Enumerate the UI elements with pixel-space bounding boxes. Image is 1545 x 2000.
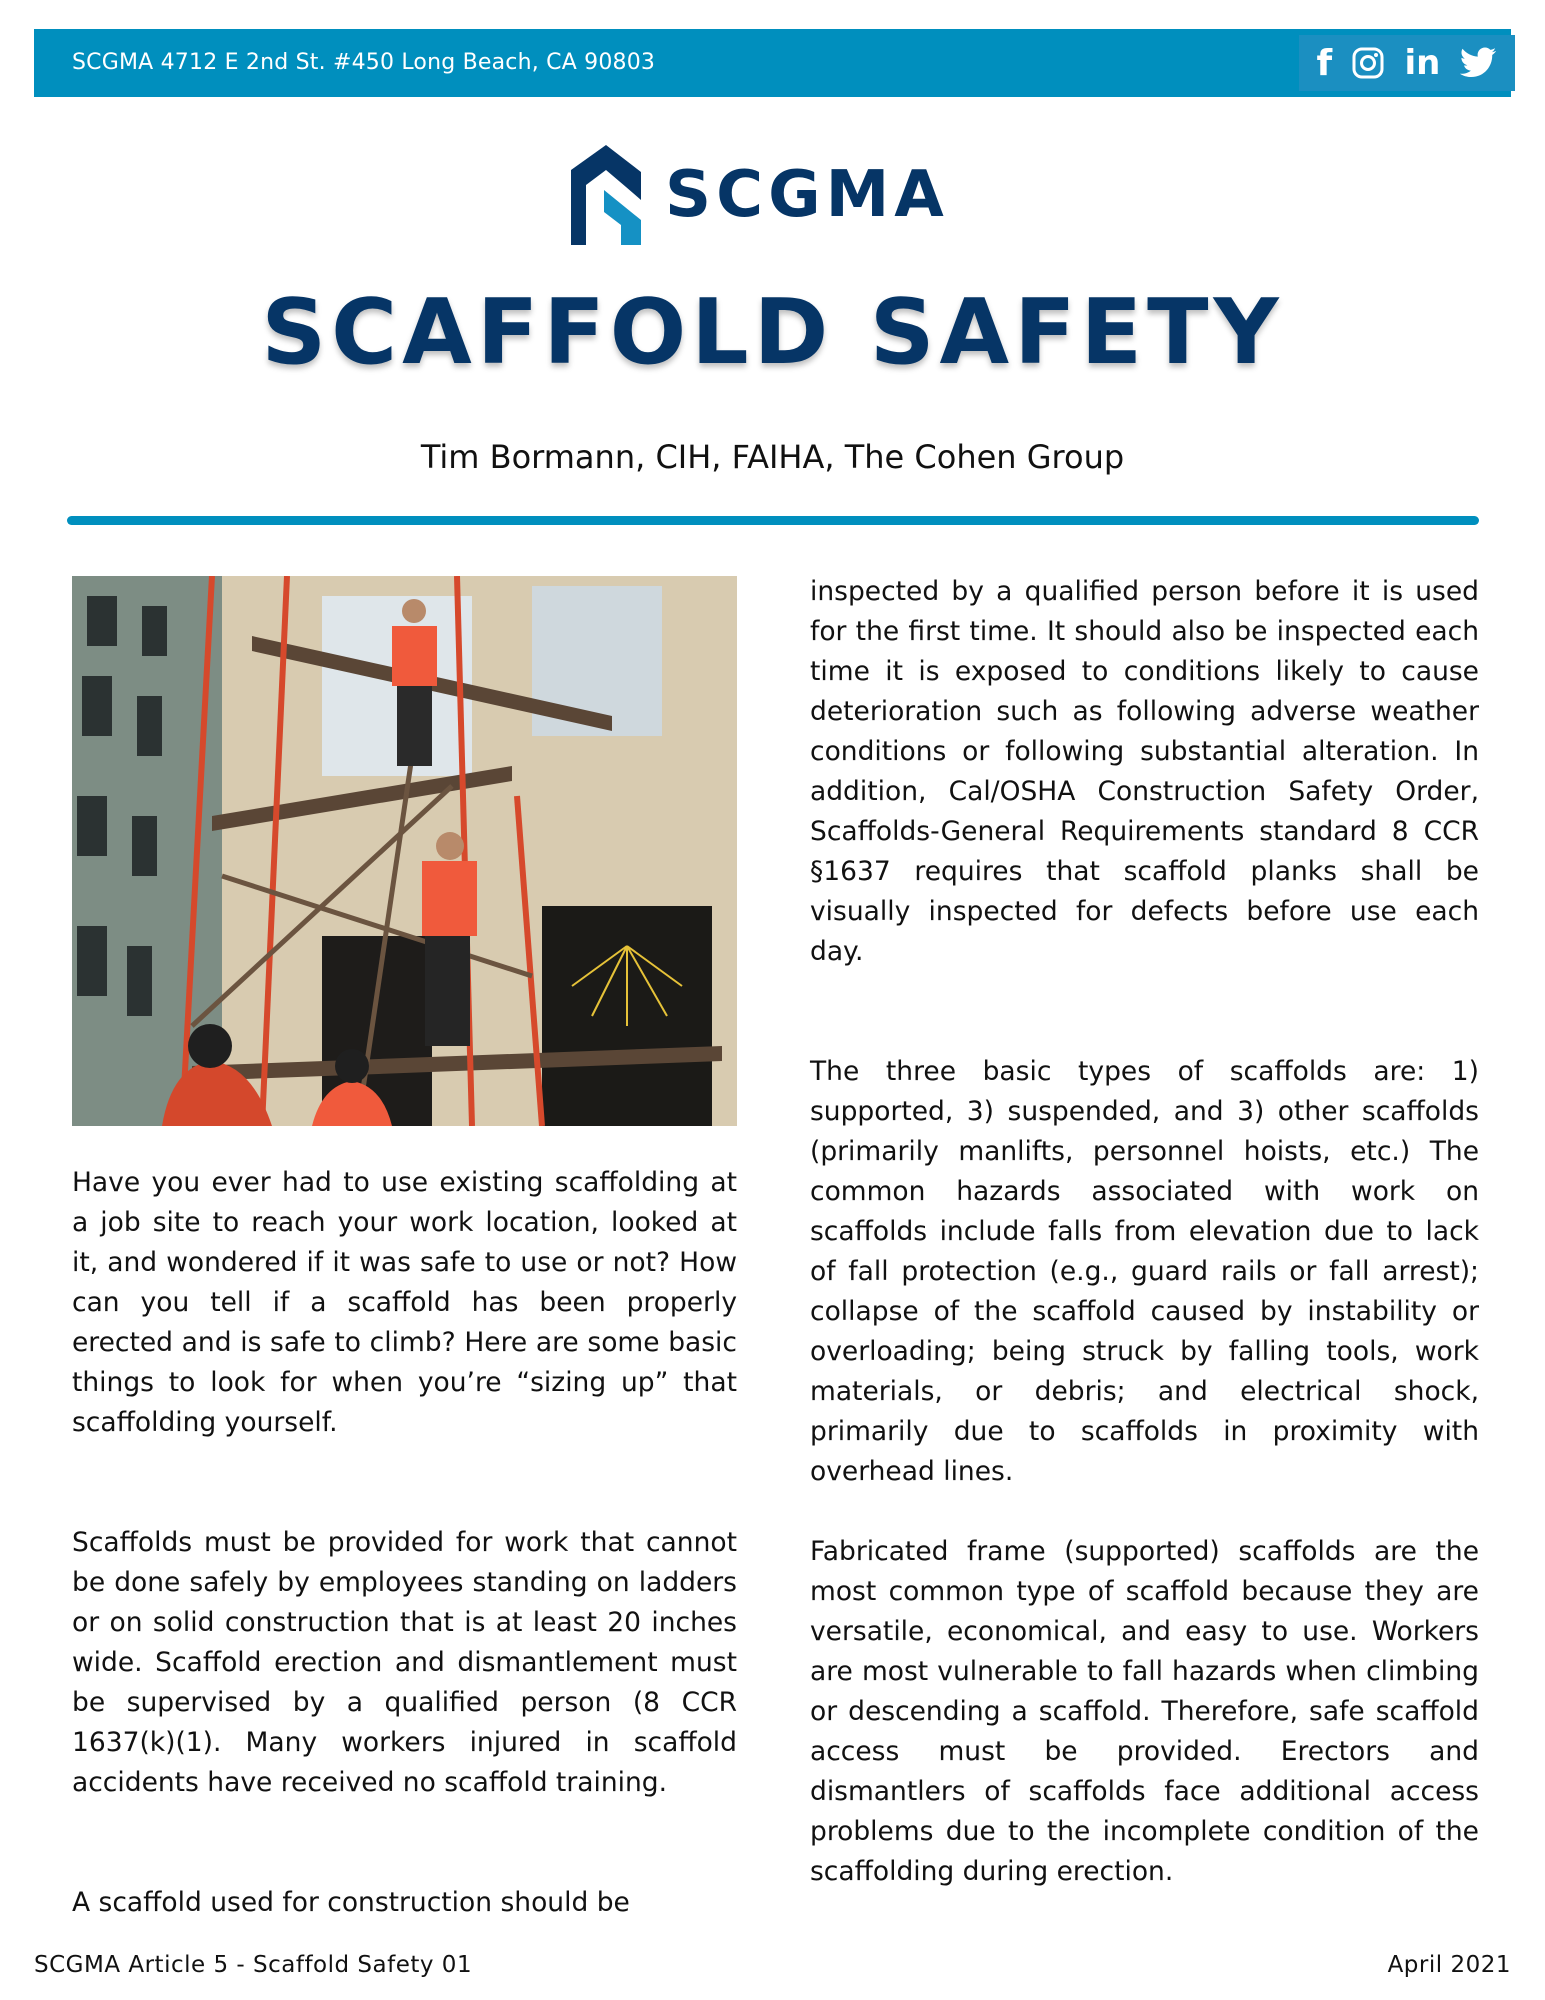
header-divider [67,516,1479,525]
scgma-logo [571,145,949,245]
social-links [1299,35,1515,91]
right-column [810,572,1479,972]
right-column-2 [810,1052,1479,1492]
paragraph-fabricated-frame: Fabricated frame (supported) scaffolds are the most common type of scaffold because they are versatile, economical, and easy to use. Workers are most vulnerable to fall hazards when climbing or descending a scaffold. Therefore, safe scaffold access must be provided. Erectors and dismantlers of scaffolds face additional access problems due to the incomplete condition of the scaffolding during erection. [810,1536,1479,1887]
logo-text: SCGMA [665,158,949,232]
scaffold-photo [72,576,737,1126]
linkedin-icon[interactable]: in [1404,43,1441,83]
left-column-2 [72,1523,737,1803]
paragraph-scaffold-types: The three basic types of scaffolds are: 1) supported, 3) suspended, and 3) other scaffolds (primarily manlifts, personnel hoists, etc.) The common hazards associated with work on scaffolds include falls from elevation due to lack of fall protection (e.g., guard rails or fall arrest); collapse of the scaffold caused by instability or overloading; being struck by falling tools, work materials, or debris; and electrical shock, primarily due to scaffolds in proximity with overhead lines. [810,1056,1479,1487]
paragraph-inspection-start: A scaffold used for construction should be [72,1887,630,1918]
address-text: SCGMA 4712 E 2nd St. #450 Long Beach, CA 90803 [72,50,656,75]
header-banner [34,29,1511,97]
instagram-icon[interactable] [1351,46,1385,80]
logo-house-icon [571,145,641,245]
article-author: Tim Bormann, CIH, FAIHA, The Cohen Group [420,438,1125,476]
paragraph-scaffold-requirements: Scaffolds must be provided for work that cannot be done safely by employees standing on ladders or on solid construction that is at least 20 inches wide. Scaffold erection and dismantlement must be supervised by a qualified person (8 CCR 1637(k)(1). Many workers injured in scaffold accidents have received no scaffold training. [72,1527,737,1798]
paragraph-intro: Have you ever had to use existing scaffolding at a job site to reach your work location, looked at it, and wondered if it was safe to use or not? How can you tell if a scaffold has been properly erected and is safe to climb? Here are some basic things to look for when you’re “sizing up” that scaffolding yourself. [72,1167,737,1438]
article-title: SCAFFOLD SAFETY [261,280,1284,385]
left-column-3 [72,1883,737,1923]
left-column [72,1163,737,1443]
twitter-icon[interactable] [1459,47,1497,79]
footer-date: April 2021 [1387,1952,1511,1978]
right-column-3 [810,1532,1479,1892]
paragraph-inspection: inspected by a qualified person before it is used for the first time. It should also be inspected each time it is exposed to conditions likely to cause deterioration such as following adverse weather conditions or following substantial alteration. In addition, Cal/OSHA Construction Safety Order, Scaffolds-General Requirements standard 8 CCR §1637 requires that scaffold planks shall be visually inspected for defects before use each day. [810,576,1479,967]
facebook-icon[interactable]: f [1316,42,1333,84]
footer-article-label: SCGMA Article 5 - Scaffold Safety 01 [34,1952,473,1978]
